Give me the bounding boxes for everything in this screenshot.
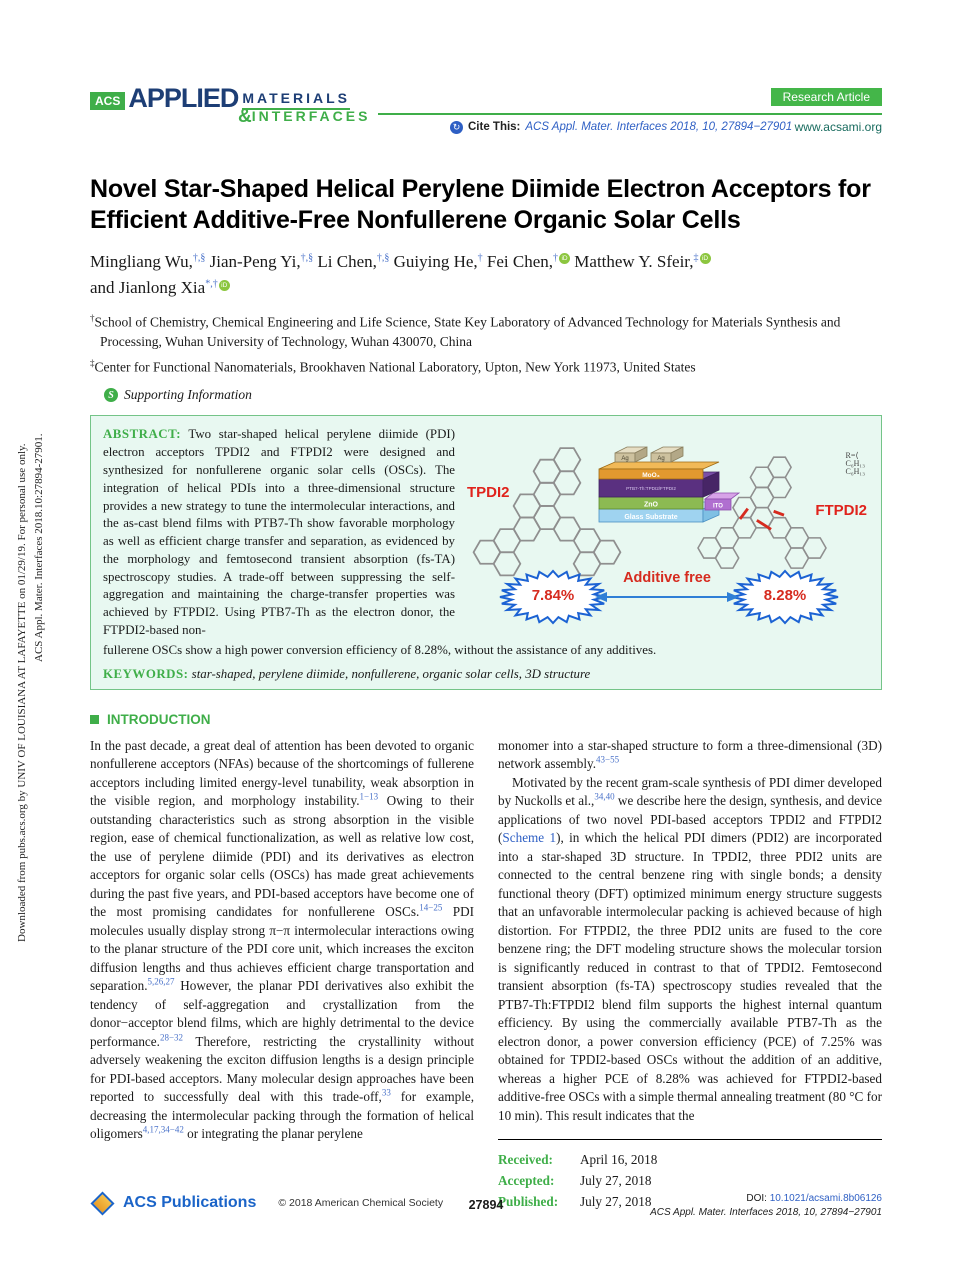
abstract-label: ABSTRACT:	[103, 427, 182, 442]
abstract-box	[90, 415, 882, 689]
section-square-icon	[90, 715, 99, 724]
page-number: 27894	[468, 1198, 504, 1212]
ftpdi2-label: FTPDI2	[815, 502, 867, 520]
doi-label: DOI:	[746, 1193, 770, 1204]
article-dates: Received: April 16, 2018 Accepted: July 27, 2018 Published: July 27, 2018	[498, 1139, 882, 1212]
author: Guiying He,†	[393, 251, 483, 271]
header-rule	[378, 113, 882, 115]
affiliation: ‡Center for Functional Nanomaterials, Brookhaven National Laboratory, Upton, New York 11973, United States	[90, 357, 696, 375]
svg-text:ITO: ITO	[713, 503, 723, 510]
affiliations	[90, 309, 882, 376]
pce-badge-ftpdi2: 8.28%	[729, 568, 841, 626]
acs-ami-logo	[90, 83, 390, 127]
logo-materials: MATERIALS	[242, 90, 350, 110]
logo-applied: APPLIED	[128, 83, 239, 113]
orcid-icon[interactable]: iD	[559, 253, 570, 264]
svg-text:PTB7-Th:TPDI2/FTPDI2: PTB7-Th:TPDI2/FTPDI2	[626, 486, 676, 492]
svg-text:Ag: Ag	[657, 456, 665, 463]
svg-text:MoO₃: MoO₃	[642, 472, 660, 480]
reference-link[interactable]: 4,17,34−42	[142, 1124, 184, 1135]
reference-link[interactable]: 5,26,27	[147, 976, 175, 987]
logo-ampersand: &	[238, 106, 252, 127]
section-heading-introduction: INTRODUCTION	[90, 712, 882, 727]
pce-badge-tpdi2: 7.84%	[497, 568, 609, 626]
cite-this-reference[interactable]: ACS Appl. Mater. Interfaces 2018, 10, 27894−27901	[525, 121, 793, 133]
keywords-label: KEYWORDS:	[103, 666, 189, 681]
logo-interfaces: INTERFACES	[251, 108, 371, 124]
author: Matthew Y. Sfeir,‡ iD	[574, 252, 710, 271]
doi-link[interactable]: 10.1021/acsami.8b06126	[769, 1193, 882, 1204]
page-footer	[90, 1192, 882, 1232]
svg-text:Glass Substrate: Glass Substrate	[624, 514, 678, 522]
orcid-icon[interactable]: iD	[219, 280, 230, 291]
intro-paragraph: Motivated by the recent gram-scale synthesis of PDI dimer developed by Nuckolls et al.,$^{34,40}$ we describe here the design, synthesis, and device applications of two novel PDI-based acceptors TPDI2 and FTPDI2 (Scheme 1), in which the helical PDI dimers (PDI2) are incorporated into a star-shaped 3D structure. In TPDI2, three PDI2 units are connected to the central benzene ring with single bonds; a density functional theory (DFT) optimized minimum energy structure suggests that an unfavorable intermolecular packing is achieved because of high distortion. For FTPDI2, the three PDI2 units are fused to the core benzene ring; the DFT modeling structure shows the molecular torsion is significantly reduced in contrast to that of TPDI2. Femtosecond transient absorption (fs-TA) spectroscopy studies revealed that the PTB7-Th:FTPDI2 blend film supports the highest internal quantum efficiency. By using the commercially available PTB7-Th as the electron donor, a power conversion efficiency (PCE) of 7.25% was obtained for TPDI2-based OSCs without the addition of an additive, whereas a higher PCE of 8.28% was achieved for FTPDI2-based additive-free OSCs with a simple thermal annealing treatment (80 °C for 10 min). This result indicates that the	[498, 774, 883, 1123]
cite-this-icon[interactable]: ↻	[450, 121, 463, 134]
reference-link[interactable]: 34,40	[594, 791, 615, 802]
author: Jian-Peng Yi,†,§	[209, 251, 314, 271]
sidebar-download-note: Downloaded from pubs.acs.org by UNIV OF LOUISIANA AT LAFAYETTE on 01/29/19. For personal use only.	[16, 443, 28, 942]
keywords-line: KEYWORDS: star-shaped, perylene diimide, nonfullerene, organic solar cells, 3D structure	[103, 666, 591, 681]
intro-paragraph: In the past decade, a great deal of attention has been devoted to organic nonfullerene acceptors (NFAs) because of the shortcomings of fullerene acceptors including limited energy-level tunability, weak absorption in the visible region, and morphology instability.$^{1-13}$ Owing to their outstanding characteristics such as strong absorption in the visible region, ease of chemical functionalization, as well as relative low cost, the use of perylene diimide (PDI) and its derivatives as electron acceptors for organic solar cells (OSCs) has made great achievements during the past five years, and PDI-based acceptors have become one of the most promising candidates for nonfullerene OSCs.$^{14-25}$ PDI molecules usually display strong π−π intermolecular interactions owing to the planar structure of the PDI core unit, which increases the exciton diffusion lengths and thus achieves efficient charge transportation and separation.$^{5,26,27}$ However, the planar PDI derivatives also exhibit the tendency of self-aggregation and crystallization from the donor−acceptor blend films, which are highly detrimental to the device performance.$^{28-32}$ Therefore, restricting the crystallinity without adversely weakening the exciton diffusion lengths is a design principle for PDI-based acceptors. Many molecular design approaches have been reported to successfully deal with this trade-off,$^{33}$ for example, decreasing the intermolecular packing through the formation of helical oligomers$^{4,17,34-42}$ or integrating the planar perylene	[90, 737, 475, 1142]
svg-text:ZnO: ZnO	[644, 501, 658, 509]
cite-this-label: Cite This:	[468, 121, 521, 133]
additive-free-label: Additive free	[623, 570, 711, 587]
journal-header	[90, 83, 882, 144]
supporting-info-label: Supporting Information	[124, 387, 252, 403]
intro-paragraph: monomer into a star-shaped structure to form a three-dimensional (3D) network assembly.$^{43-55}$	[498, 737, 882, 772]
author: and Jianlong Xia*,† iD	[90, 278, 230, 297]
intro-right-column	[498, 737, 882, 1213]
double-arrow-icon	[595, 589, 739, 610]
intro-left-column	[90, 737, 474, 1213]
tpdi2-label: TPDI2	[467, 484, 510, 502]
journal-citation: ACS Appl. Mater. Interfaces 2018, 10, 27894−27901	[650, 1207, 882, 1218]
svg-text:Ag: Ag	[621, 456, 629, 463]
orcid-icon[interactable]: iD	[700, 253, 711, 264]
author: Fei Chen,† iD	[487, 252, 570, 271]
research-article-badge: Research Article	[771, 88, 882, 106]
reference-link[interactable]: 33	[381, 1087, 391, 1098]
affiliation: †School of Chemistry, Chemical Engineering and Life Science, State Key Laboratory of Advanced Technology for Materials Synthesis and Processing, Wuhan University of Technology, Wuhan 430070, China	[90, 313, 841, 349]
author: Li Chen,†,§	[317, 251, 390, 271]
r-group-note: R=⟨ C₆H₁₃ C₆H₁₃	[845, 451, 865, 477]
acs-publications-wordmark[interactable]: ACS Publications	[123, 1194, 257, 1211]
author: Mingliang Wu,†,§	[90, 251, 206, 271]
supporting-information[interactable]	[104, 387, 882, 403]
reference-link[interactable]: 43−55	[596, 754, 620, 765]
supporting-info-icon: S	[104, 388, 118, 402]
journal-website-link[interactable]: www.acsami.org	[794, 120, 882, 134]
graphical-abstract	[467, 426, 865, 628]
page	[90, 0, 882, 1212]
copyright-notice: © 2018 American Chemical Society	[278, 1197, 444, 1209]
reference-link[interactable]: 1−13	[359, 791, 379, 802]
article-title: Novel Star-Shaped Helical Perylene Diimide Electron Acceptors for Efficient Additive-Free Nonfullerene Organic Solar Cells	[90, 175, 871, 234]
scheme-link[interactable]: Scheme 1	[502, 830, 557, 846]
author-list	[90, 246, 882, 299]
device-stack-diagram	[589, 426, 741, 534]
abstract-text-continued: fullerene OSCs show a high power conversion efficiency of 8.28%, without the assistance of any additives.	[103, 642, 657, 657]
abstract-text: ABSTRACT: Two star-shaped helical perylene diimide (PDI) electron acceptors TPDI2 and FTPDI2 were designed and synthesized for nonfullerene organic solar cells (OSCs). The integration of helical PDIs into a three-dimensional structure provides a new strategy to tune the intermolecular interactions, and the as-cast blend films with PTB7-Th show favorable morphology as well as efficient charge transfer and separation, as evidenced by the morphology and femtosecond transient absorption (fs-TA) spectroscopy studies. A trade-off between suppressing the self-aggregation and maintaining the charge-transfer properties was achieved by FTPDI2. Using PTB7-Th as the electron donor, the FTPDI2-based non-	[103, 427, 455, 638]
sidebar-journal-note: ACS Appl. Mater. Interfaces 2018.10:27894-27901.	[33, 433, 45, 662]
reference-link[interactable]: 14−25	[419, 902, 443, 913]
reference-link[interactable]: 28−32	[159, 1032, 184, 1043]
acs-logo-box: ACS	[90, 92, 125, 110]
